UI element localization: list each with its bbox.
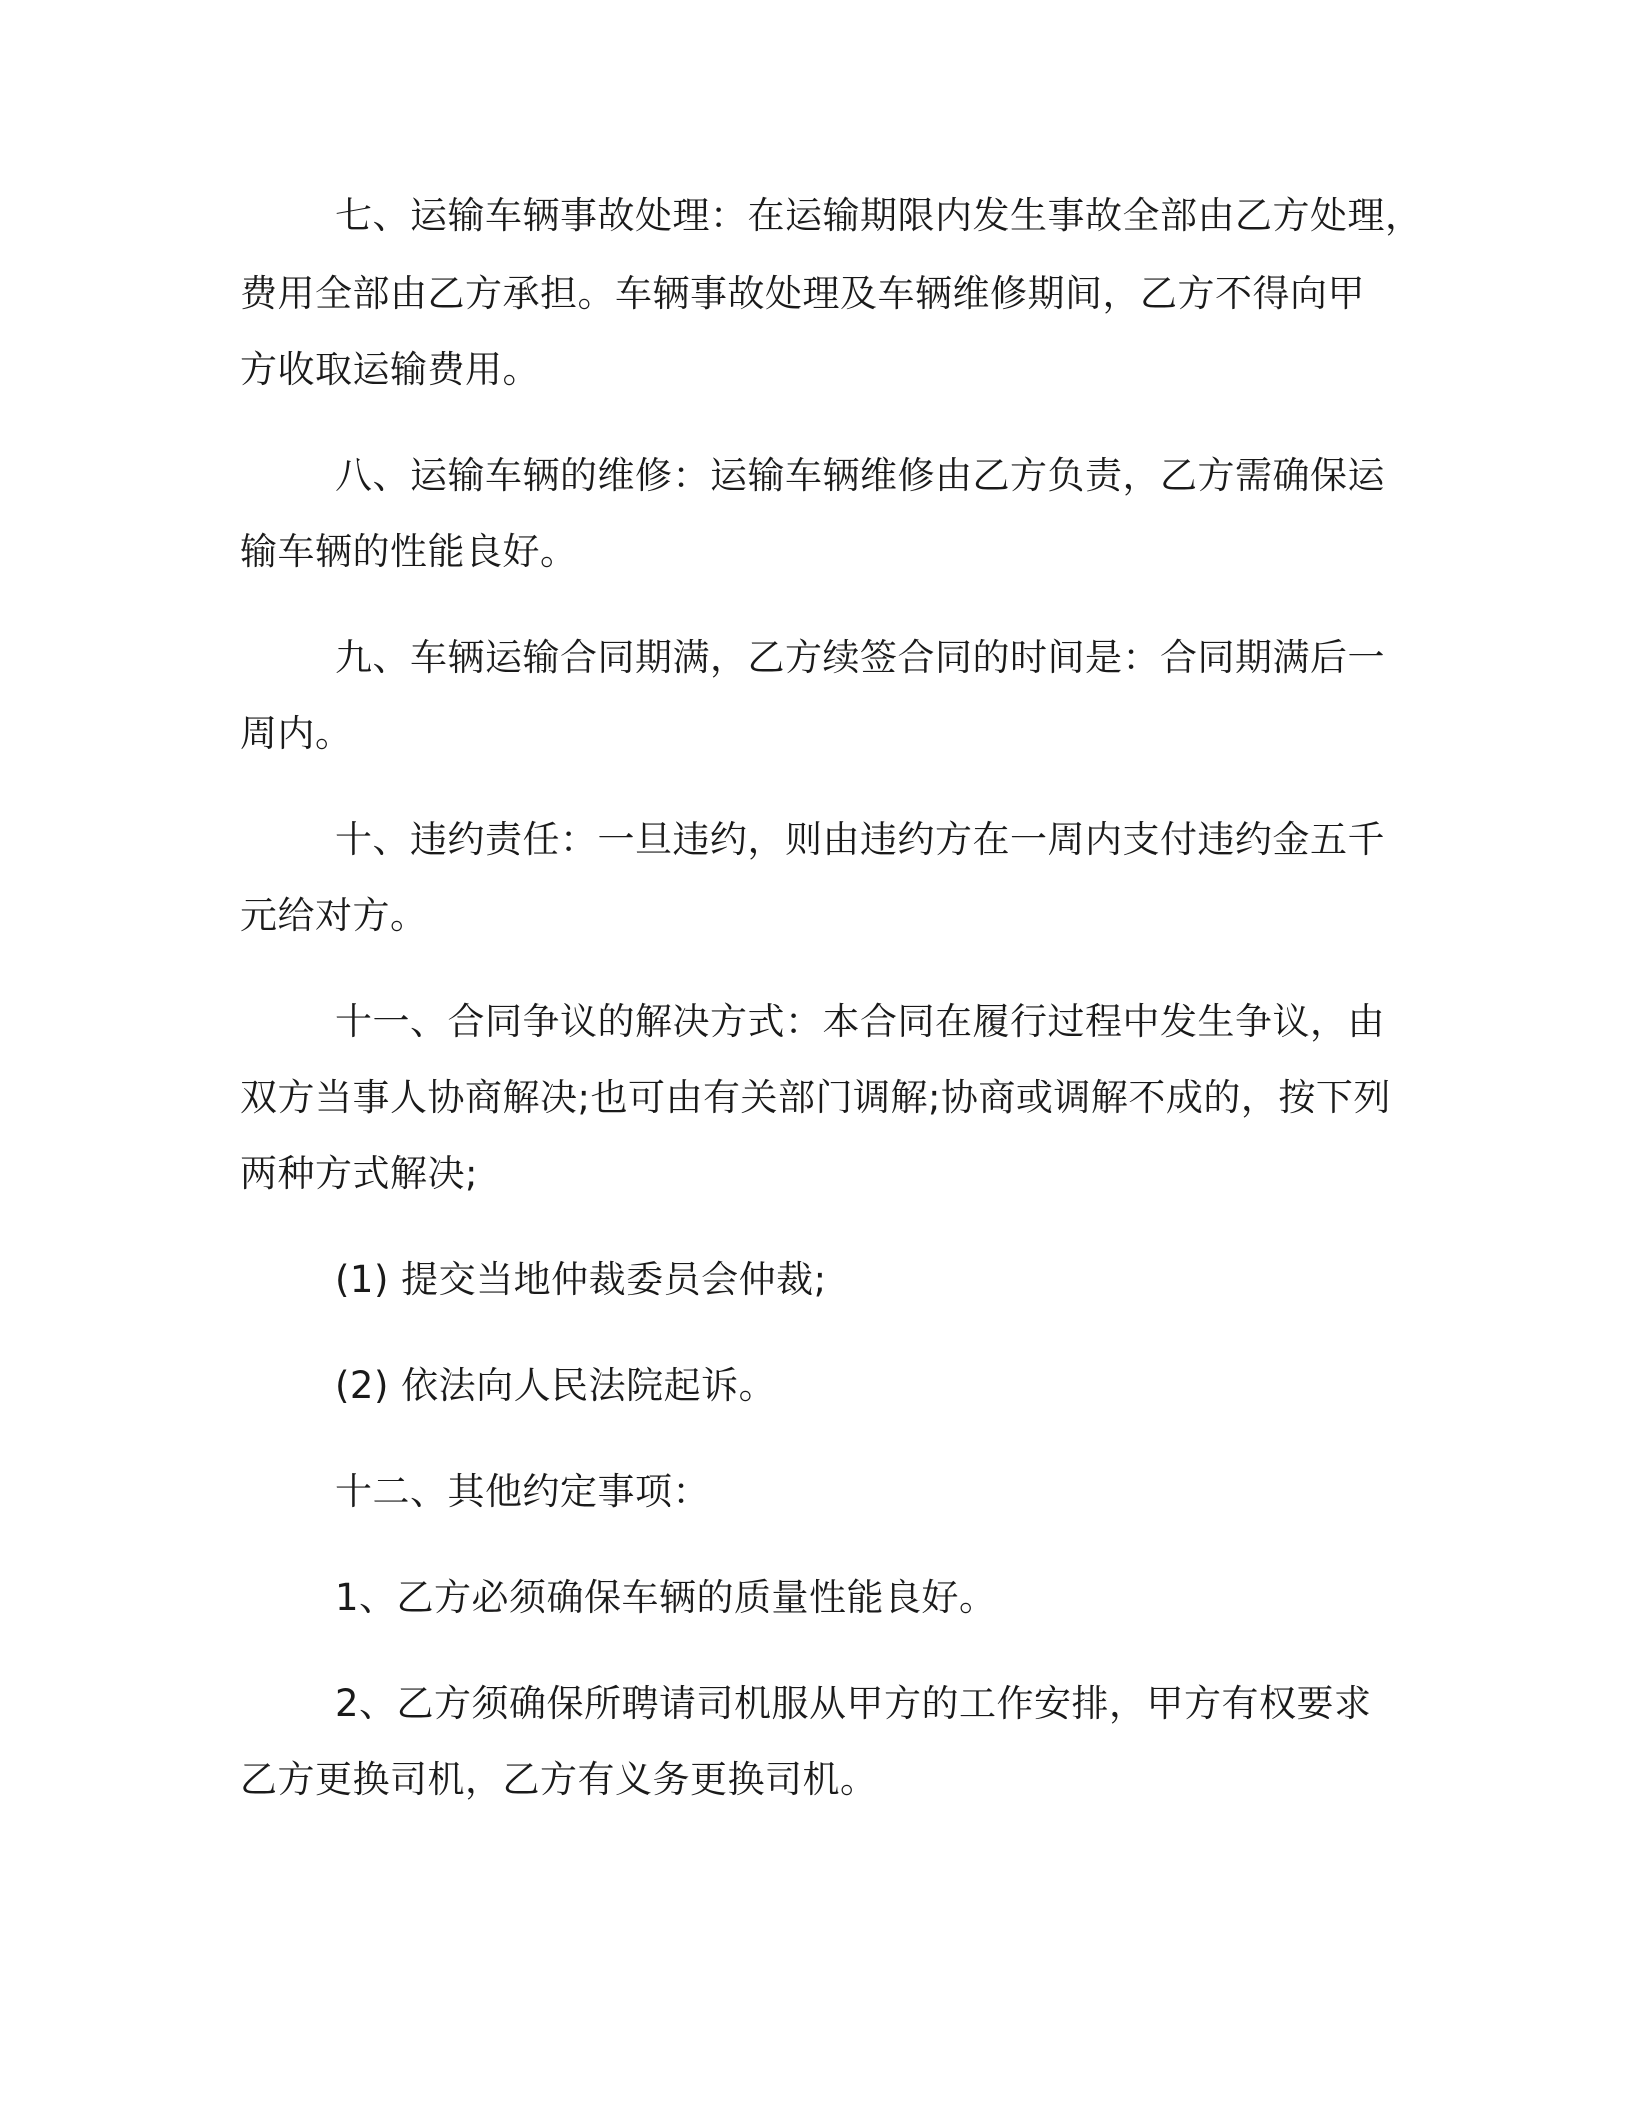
clause-10-line-2: 元给对方。 <box>240 894 428 937</box>
clause-11-line-1: 十一、合同争议的解决方式：本合同在履行过程中发生争议，由 <box>335 1000 1385 1043</box>
clause-9-line-1: 九、车辆运输合同期满，乙方续签合同的时间是：合同期满后一 <box>335 636 1385 679</box>
clause-12-item-2-line-2: 乙方更换司机，乙方有义务更换司机。 <box>240 1758 878 1801</box>
clause-11-line-2: 双方当事人协商解决;也可由有关部门调解;协商或调解不成的，按下列 <box>240 1076 1391 1119</box>
clause-8-line-2: 输车辆的性能良好。 <box>240 530 578 573</box>
clause-12-heading: 十二、其他约定事项： <box>335 1470 710 1513</box>
clause-11-line-3: 两种方式解决; <box>240 1152 478 1195</box>
clause-7-line-1: 七、运输车辆事故处理：在运输期限内发生事故全部由乙方处理， <box>335 194 1423 237</box>
clause-11-option-2: (2) 依法向人民法院起诉。 <box>335 1364 777 1407</box>
clause-7-line-2: 费用全部由乙方承担。车辆事故处理及车辆维修期间，乙方不得向甲 <box>240 272 1365 315</box>
clause-8-line-1: 八、运输车辆的维修：运输车辆维修由乙方负责，乙方需确保运 <box>335 454 1385 497</box>
clause-12-item-2-line-1: 2、乙方须确保所聘请司机服从甲方的工作安排，甲方有权要求 <box>335 1682 1372 1725</box>
clause-7-line-3: 方收取运输费用。 <box>240 348 540 391</box>
clause-10-line-1: 十、违约责任：一旦违约，则由违约方在一周内支付违约金五千 <box>335 818 1385 861</box>
clause-11-option-1: (1) 提交当地仲裁委员会仲裁; <box>335 1258 827 1301</box>
clause-9-line-2: 周内。 <box>240 712 353 755</box>
clause-12-item-1: 1、乙方必须确保车辆的质量性能良好。 <box>335 1576 997 1619</box>
